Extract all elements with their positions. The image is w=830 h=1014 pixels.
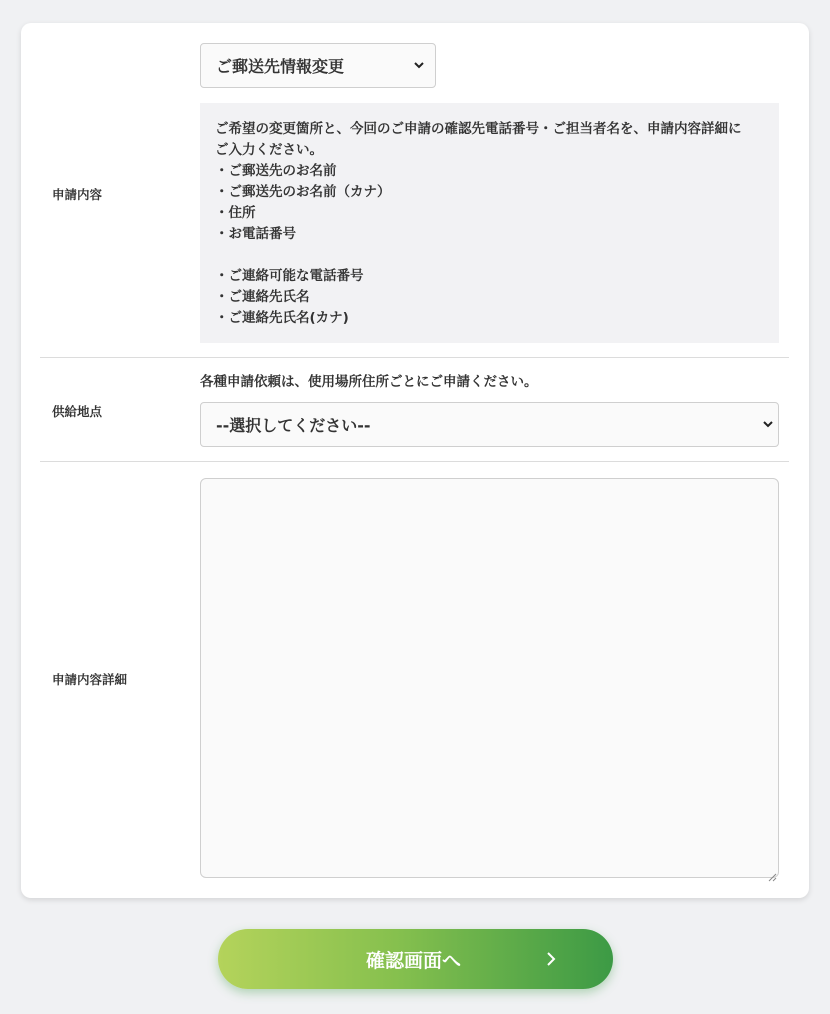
instructions-item: ・ご連絡可能な電話番号 <box>215 268 364 284</box>
resize-handle-icon[interactable] <box>767 867 777 877</box>
instructions-item: ・ご連絡先氏名 <box>215 289 310 305</box>
application-instructions-box <box>200 103 779 343</box>
supply-point-label: 供給地点 <box>52 404 103 419</box>
confirm-screen-button[interactable] <box>218 929 613 989</box>
chevron-right-icon <box>544 949 558 969</box>
supply-point-select-value: --選択してください-- <box>216 416 371 435</box>
supply-point-select[interactable] <box>200 402 779 447</box>
instructions-intro-line1: ご希望の変更箇所と、今回のご申請の確認先電話番号・ご担当者名を、申請内容詳細に <box>215 121 742 137</box>
instructions-item: ・ご郵送先のお名前 <box>215 163 337 179</box>
details-textarea[interactable] <box>200 478 779 878</box>
chevron-down-icon <box>762 419 774 431</box>
instructions-item: ・住所 <box>215 205 256 221</box>
chevron-down-icon <box>413 60 425 72</box>
instructions-intro-line2: ご入力ください。 <box>215 142 323 158</box>
form-row-details <box>40 462 789 898</box>
form-row-application-type <box>40 23 789 358</box>
instructions-spacer <box>215 245 764 266</box>
application-type-select-value: ご郵送先情報変更 <box>216 57 345 76</box>
application-type-label: 申請内容 <box>52 187 103 202</box>
supply-point-note: 各種申請依頼は、使用場所住所ごとにご申請ください。 <box>200 374 538 390</box>
confirm-screen-button-label: 確認画面へ <box>366 950 462 972</box>
application-form-card <box>21 23 809 898</box>
application-type-select[interactable] <box>200 43 436 88</box>
instructions-item: ・ご連絡先氏名(カナ) <box>215 310 349 326</box>
form-row-supply-point <box>40 358 789 462</box>
details-label: 申請内容詳細 <box>52 672 128 687</box>
instructions-item: ・ご郵送先のお名前（カナ） <box>215 184 391 200</box>
instructions-item: ・お電話番号 <box>215 226 296 242</box>
